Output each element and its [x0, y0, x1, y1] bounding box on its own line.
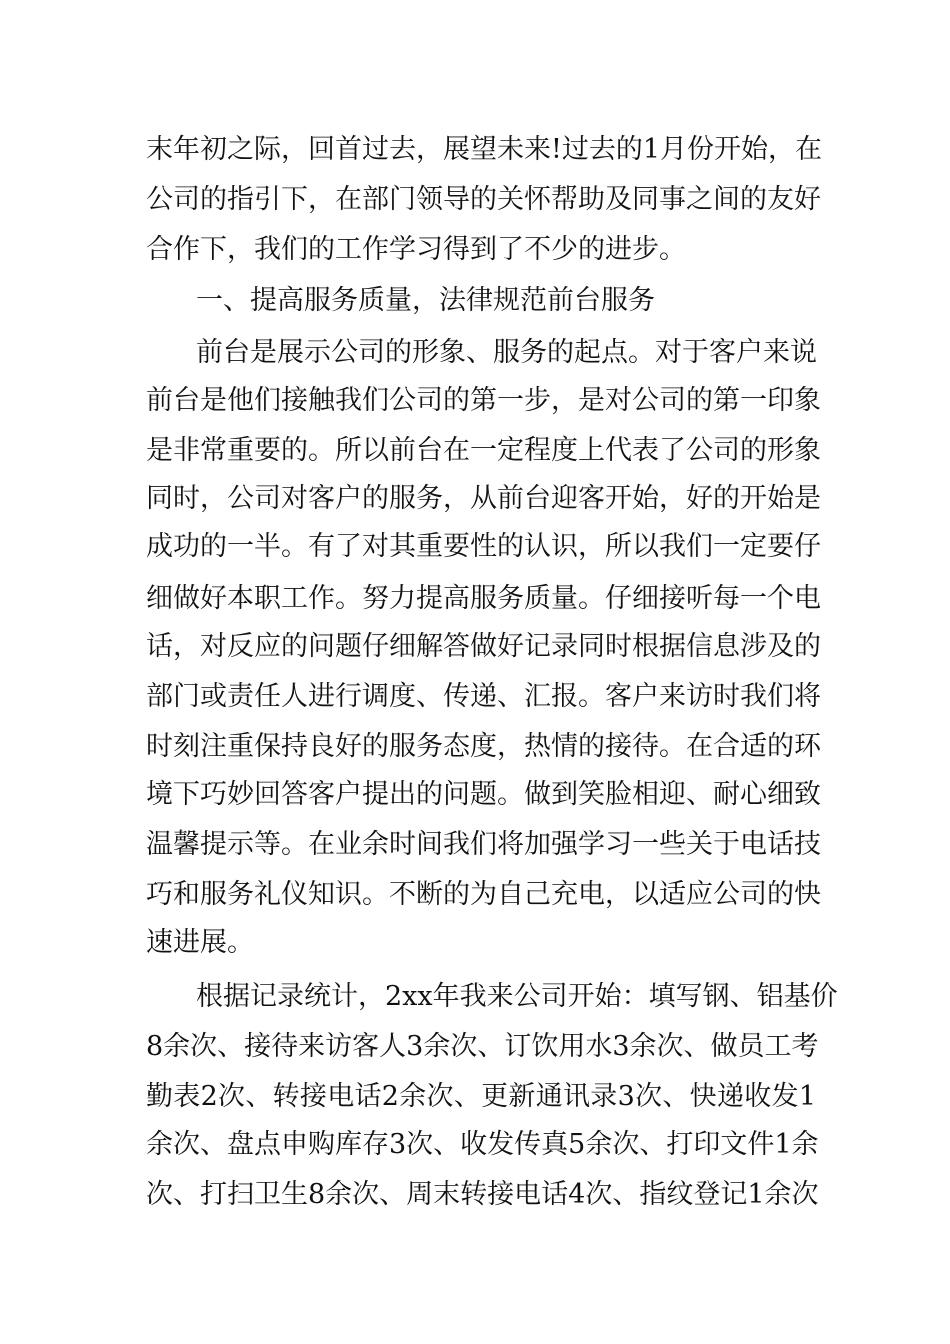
text-line: 前台是他们接触我们公司的第一步，是对公司的第一印象: [146, 385, 821, 416]
text-line: 是非常重要的。所以前台在一定程度上代表了公司的形象: [146, 435, 821, 466]
text-line: 勤表2次、转接电话2余次、更新通讯录3次、快递收发1: [146, 1081, 816, 1112]
text-line: 8余次、接待来访客人3余次、订饮用水3余次、做员工考: [146, 1031, 819, 1062]
text-line: 温馨提示等。在业余时间我们将加强学习一些关于电话技: [146, 829, 821, 860]
text-line: 前台是展示公司的形象、服务的起点。对于客户来说: [196, 337, 817, 368]
text-line: 次、打扫卫生8余次、周末转接电话4次、指纹登记1余次: [146, 1179, 819, 1210]
text-line: 成功的一半。有了对其重要性的认识，所以我们一定要仔: [146, 531, 821, 562]
section-heading: 一、提高服务质量，法律规范前台服务: [196, 285, 655, 316]
text-line: 合作下，我们的工作学习得到了不少的进步。: [146, 234, 686, 265]
text-line: 余次、盘点申购库存3次、收发传真5余次、打印文件1余: [146, 1129, 819, 1160]
text-line: 公司的指引下，在部门领导的关怀帮助及同事之间的友好: [146, 184, 821, 215]
text-line: 末年初之际，回首过去，展望未来!过去的1月份开始，在: [146, 134, 823, 165]
text-line: 同时，公司对客户的服务，从前台迎客开始，好的开始是: [146, 483, 821, 514]
text-line: 话，对反应的问题仔细解答做好记录同时根据信息涉及的: [146, 631, 821, 662]
text-line: 细做好本职工作。努力提高服务质量。仔细接听每一个电: [146, 583, 821, 614]
text-line: 境下巧妙回答客户提出的问题。做到笑脸相迎、耐心细致: [146, 779, 821, 810]
text-line: 根据记录统计，2xx年我来公司开始：填写钢、铝基价: [196, 981, 838, 1012]
text-line: 巧和服务礼仪知识。不断的为自己充电，以适应公司的快: [146, 879, 821, 910]
text-line: 部门或责任人进行调度、传递、汇报。客户来访时我们将: [146, 681, 821, 712]
text-line: 速进展。: [146, 927, 254, 958]
text-line: 时刻注重保持良好的服务态度，热情的接待。在合适的环: [146, 731, 821, 762]
